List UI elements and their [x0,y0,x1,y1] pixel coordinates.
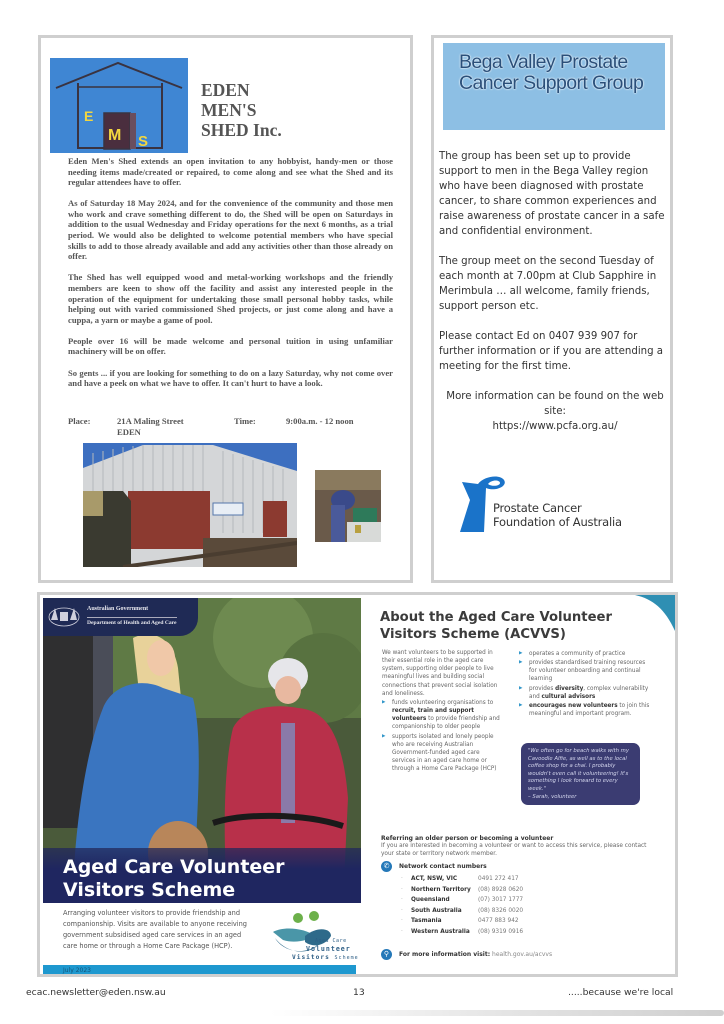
bullet-item [519,685,654,701]
contact-region: South Australia [411,907,462,914]
time-value: 9:00a.m. - 12 noon [286,416,354,426]
bullet-text: to join this meaningful and important program. [529,702,650,718]
bullet-text: operates a community of practice [529,651,626,657]
acvvs-logo-scheme: Scheme [334,955,359,961]
acvvs-left-bullets [382,699,500,773]
contact-row: · Western Australia (08) 9319 0916 [401,927,601,938]
acvvs-logo-text [292,954,359,961]
acvvs-right-column [519,649,654,718]
more-info-line [399,951,552,958]
prostate-support-panel [431,35,673,583]
place-label: Place: [68,416,91,426]
bullet-text: funds volunteering organisations to [392,699,494,706]
bullet-text: provides [529,685,556,692]
shed-body-text [68,156,393,399]
footer-tagline: .....because we're local [568,987,674,998]
contact-row: · Queensland (07) 3017 1777 [401,895,601,906]
page-number: 13 [353,987,365,998]
acvvs-heading [380,609,660,643]
prostate-paragraph: The group has been set up to provide support to men in the Bega Valley region who have been diagnosed with prostate cancer, to share common experiences and raise awareness of prostate cancer in a safe and confidential environment. [439,151,665,237]
contact-region: Queensland [411,897,450,904]
contact-row: · ACT, NSW, VIC 0491 272 417 [401,874,601,885]
poster-caption: Arranging volunteer visitors to provide friendship and companionship. Visits are available to anyone receiving government subsidised aged care services in an aged care home or through a Home Care Package (HCP). [63,909,247,950]
shed-name-line: MEN'S [201,100,257,120]
bullet-bold: recruit, train and support volunteers [392,708,474,723]
contact-region: Tasmania [411,918,442,925]
shed-name [201,80,282,140]
quote-text: "We often go for beach walks with my Cavoodle Alfie, as well as to the local coffee shop for a chai. I probably wouldn't even call it volunteering! It's something I look forward to every week." [528,748,629,792]
prostate-more-info [439,389,671,434]
acvvs-poster-photo [43,598,361,903]
acvvs-intro: We want volunteers to be supported in their essential role in the aged care system, supporting older people to live meaningful lives and building social connections that prevent social isolation and loneliness. [382,650,498,697]
acvvs-right-bullets [519,650,654,718]
contact-number: (07) 3017 1777 [478,897,524,904]
more-info-label: For more information visit: [399,951,491,958]
place-address: 21A Maling Street [117,416,184,426]
prostate-paragraph: The group meet on the second Tuesday of each month at 7.00pm at Club Sapphire in Merimbula … all welcome, family friends, support person etc. [439,256,657,312]
refer-heading: Referring an older person or becoming a volunteer [381,835,554,842]
pcfa-logo-line: Prostate Cancer [493,501,582,515]
shed-paragraph: Eden Men's Shed extends an open invitation to any hobbyist, handy-men or those needing items made/created or repaired, to come along and see what the Shed and its regular attendees have to offer. [68,156,393,188]
bullet-text: to provide friendship and companionship to older people [392,716,500,731]
bullet-bold: cultural advisors [541,693,596,700]
footer-email[interactable]: ecac.newsletter@eden.nsw.au [26,987,166,998]
contact-number: 0477 883 942 [478,918,519,925]
shed-paragraph: People over 16 will be made welcome and personal tuition in using unfamiliar machinery will be on offer. [68,335,393,357]
quote-author: – Sarah, volunteer [528,793,577,800]
prostate-paragraph: Please contact Ed on 0407 939 907 for further information or if you are attending a meeting for the first time. [439,331,664,372]
gov-name: Australian Government [87,606,149,612]
poster-title [63,856,353,902]
acvvs-left-column [382,649,500,773]
bullet-bold: diversity [555,685,584,692]
health-gov-link[interactable]: health.gov.au/acvvs [492,951,553,958]
shed-building-photo [83,443,297,567]
contact-number: (08) 8326 0020 [478,907,524,914]
shed-name-line: SHED Inc. [201,120,282,140]
acvvs-heading-line: Visitors Scheme (ACVVS) [380,627,566,642]
contact-list [401,874,601,938]
search-icon: ⚲ [381,949,392,960]
acvvs-logo-text: Aged Care [315,938,347,944]
bullet-item [382,699,500,732]
shed-name-line: EDEN [201,80,250,100]
poster-title-line: Visitors Scheme [63,879,236,901]
volunteer-quote [521,743,640,805]
bullet-text: supports isolated and lonely people who are receiving Australian Government-funded aged care services in an aged care home or through a Home Care Package (HCP) [392,733,497,773]
logo-letter-m: M [108,127,122,144]
prostate-body-text [439,149,671,449]
workshop-member-photo [315,470,381,542]
contact-number: (08) 8928 0620 [478,886,524,893]
logo-letter-s: S [138,133,149,150]
contact-number: 0491 272 417 [478,876,519,882]
gov-banner [43,598,198,636]
pcfa-logo-line: Foundation of Australia [493,515,622,529]
shed-paragraph: The Shed has well equipped wood and metal-working workshops and the friendly members are keen to show off the facility and assist any interested people in the operation of the equipment for undertaking those small personal hobby tasks, while helping out with varied commissioned Shed projects, or just come along and have a cuppa, a yarn or maybe a game of pool. [68,272,393,325]
acvvs-logo-visitors: Visitors [292,954,330,961]
poster-title-line: Aged Care Volunteer [63,856,285,878]
prostate-title: Bega Valley Prostate Cancer Support Group [459,51,644,94]
department-name: Department of Health and Aged Care [87,617,177,626]
contact-row: · Northern Territory (08) 8928 0620 [401,885,601,896]
bullet-text: provides standardised training resources for volunteer onboarding and continual learning [529,660,646,683]
bullet-item [382,733,500,774]
pcfa-logo-text [493,501,622,529]
logo-letter-e: E [84,108,94,124]
bullet-item [519,659,654,683]
contact-row: · Tasmania 0477 883 942 [401,916,601,927]
ems-logo [50,58,188,153]
house-icon [50,58,188,153]
poster-date: July 2023 [63,967,91,974]
coat-of-arms-icon [47,604,81,628]
bullet-item [519,702,654,718]
footer-swoosh [270,1010,724,1016]
contact-region: Northern Territory [411,886,471,893]
page-footer [0,984,724,1004]
contact-region: ACT, NSW, VIC [411,876,458,882]
pcfa-link[interactable]: https://www.pcfa.org.au/ [492,421,618,432]
more-info-text: More information can be found on the web site: [446,391,664,417]
refer-text: If you are interested in becoming a volunteer or want to access this service, please contact your state or territory network member. [381,843,647,857]
shed-paragraph: As of Saturday 18 May 2024, and for the convenience of the community and those men who work and crave something different to do, the Shed will be open on Saturdays in addition to the usual Wednesday and Friday operations for the next 6 months, as a trial period. We would also be delighted to welcome potential members who have special skills to add to those already available and add any activities other than those already on offer. [68,198,393,262]
contact-region: Western Australia [411,928,470,935]
acvvs-panel [37,592,678,977]
contact-row: · South Australia (08) 8326 0020 [401,906,601,917]
acvvs-heading-line: About the Aged Care Volunteer [380,610,612,625]
bullet-text: , complex vulnerability and [529,685,649,700]
bullet-bold: encourages new volunteers [529,702,618,709]
place-town: EDEN [117,426,141,437]
mens-shed-panel [38,35,413,583]
phone-icon: ✆ [381,861,392,872]
network-heading: Network contact numbers [399,863,487,870]
prostate-title-box [443,43,665,130]
shed-paragraph: So gents ... if you are looking for something to do on a lazy Saturday, why not come over and have a peek on what we have to offer. It can't hurt to have a look. [68,367,393,389]
contact-number: (08) 9319 0916 [478,928,524,935]
time-label: Time: [234,416,256,426]
bullet-item [519,650,654,658]
acvvs-logo-text: Volunteer [306,945,351,953]
